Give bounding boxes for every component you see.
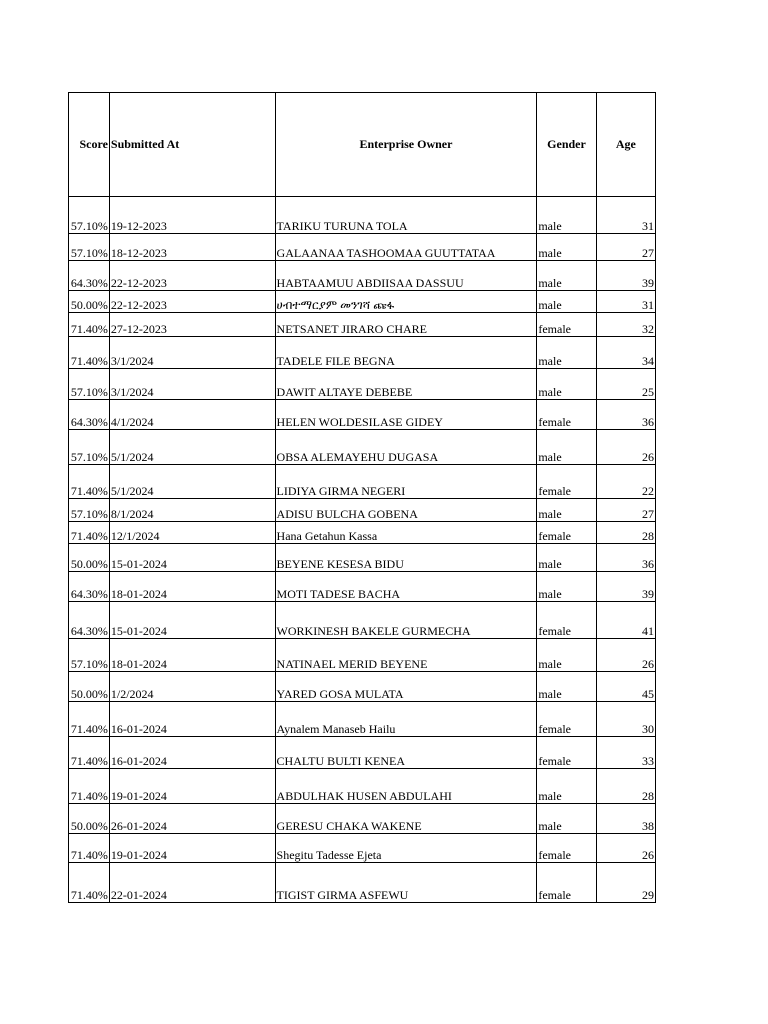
submitted-at-cell: 3/1/2024: [109, 369, 275, 400]
submitted-at-cell: 22-12-2023: [109, 261, 275, 291]
submitted-at-cell: 16-01-2024: [109, 702, 275, 737]
submitted-at-cell: 16-01-2024: [109, 737, 275, 769]
age-cell: 22: [596, 465, 655, 499]
age-cell: 39: [596, 572, 655, 602]
submitted-at-cell: 18-12-2023: [109, 234, 275, 261]
enterprise-owner-cell: Aynalem Manaseb Hailu: [275, 702, 537, 737]
submitted-at-cell: 22-12-2023: [109, 291, 275, 313]
gender-cell: female: [537, 522, 596, 544]
score-cell: 64.30%: [69, 261, 110, 291]
enterprise-owner-cell: GERESU CHAKA WAKENE: [275, 804, 537, 834]
score-cell: 71.40%: [69, 522, 110, 544]
enterprise-owner-cell: WORKINESH BAKELE GURMECHA: [275, 602, 537, 639]
enterprise-owner-cell: ABDULHAK HUSEN ABDULAHI: [275, 769, 537, 804]
submitted-at-cell: 19-01-2024: [109, 834, 275, 863]
gender-cell: male: [537, 672, 596, 702]
score-cell: 57.10%: [69, 369, 110, 400]
submitted-at-cell: 3/1/2024: [109, 337, 275, 369]
gender-cell: male: [537, 572, 596, 602]
gender-cell: male: [537, 769, 596, 804]
gender-cell: female: [537, 400, 596, 430]
gender-cell: female: [537, 602, 596, 639]
submitted-at-cell: 18-01-2024: [109, 572, 275, 602]
gender-cell: male: [537, 804, 596, 834]
age-cell: 33: [596, 737, 655, 769]
gender-cell: male: [537, 234, 596, 261]
submitted-at-cell: 15-01-2024: [109, 602, 275, 639]
table-row: [69, 291, 656, 313]
score-cell: 57.10%: [69, 499, 110, 522]
header-gender: Gender: [537, 93, 596, 197]
table-row: [69, 863, 656, 903]
gender-cell: male: [537, 369, 596, 400]
enterprise-owner-cell: ሀብተማርያም መንገሻ ጩፋ: [275, 291, 537, 313]
submitted-at-cell: 15-01-2024: [109, 544, 275, 572]
gender-cell: male: [537, 639, 596, 672]
age-cell: 26: [596, 834, 655, 863]
table-row: [69, 465, 656, 499]
score-cell: 71.40%: [69, 863, 110, 903]
table-row: [69, 572, 656, 602]
table-row: [69, 337, 656, 369]
score-cell: 50.00%: [69, 804, 110, 834]
score-cell: 71.40%: [69, 337, 110, 369]
score-cell: 57.10%: [69, 197, 110, 234]
table-header: [69, 93, 656, 197]
table-row: [69, 499, 656, 522]
score-cell: 57.10%: [69, 639, 110, 672]
enterprise-owner-cell: TARIKU TURUNA TOLA: [275, 197, 537, 234]
score-cell: 64.30%: [69, 400, 110, 430]
header-age: Age: [596, 93, 655, 197]
age-cell: 26: [596, 430, 655, 465]
enterprise-owner-cell: GALAANAA TASHOOMAA GUUTTATAA: [275, 234, 537, 261]
enterprise-owner-cell: DAWIT ALTAYE DEBEBE: [275, 369, 537, 400]
enterprise-owner-cell: NETSANET JIRARO CHARE: [275, 313, 537, 337]
submitted-at-cell: 5/1/2024: [109, 465, 275, 499]
gender-cell: female: [537, 465, 596, 499]
enterprise-owner-cell: YARED GOSA MULATA: [275, 672, 537, 702]
score-cell: 64.30%: [69, 602, 110, 639]
table-row: [69, 400, 656, 430]
header-enterprise-owner: Enterprise Owner: [275, 93, 537, 197]
enterprise-owner-cell: NATINAEL MERID BEYENE: [275, 639, 537, 672]
gender-cell: male: [537, 261, 596, 291]
submitted-at-cell: 27-12-2023: [109, 313, 275, 337]
gender-cell: male: [537, 337, 596, 369]
score-cell: 50.00%: [69, 291, 110, 313]
table-row: [69, 430, 656, 465]
table-body: [69, 197, 656, 903]
age-cell: 39: [596, 261, 655, 291]
age-cell: 27: [596, 234, 655, 261]
gender-cell: female: [537, 834, 596, 863]
gender-cell: male: [537, 499, 596, 522]
enterprise-owner-cell: Hana Getahun Kassa: [275, 522, 537, 544]
gender-cell: male: [537, 291, 596, 313]
table-row: [69, 769, 656, 804]
table-row: [69, 672, 656, 702]
score-cell: 71.40%: [69, 769, 110, 804]
table-row: [69, 522, 656, 544]
age-cell: 36: [596, 544, 655, 572]
enterprise-owner-cell: TADELE FILE BEGNA: [275, 337, 537, 369]
score-cell: 71.40%: [69, 834, 110, 863]
age-cell: 29: [596, 863, 655, 903]
score-cell: 71.40%: [69, 702, 110, 737]
gender-cell: male: [537, 544, 596, 572]
enterprise-owner-cell: ADISU BULCHA GOBENA: [275, 499, 537, 522]
submitted-at-cell: 1/2/2024: [109, 672, 275, 702]
enterprise-owner-cell: OBSA ALEMAYEHU DUGASA: [275, 430, 537, 465]
table-row: [69, 639, 656, 672]
age-cell: 36: [596, 400, 655, 430]
table-row: [69, 804, 656, 834]
header-score: Score: [69, 93, 110, 197]
gender-cell: female: [537, 737, 596, 769]
submitted-at-cell: 22-01-2024: [109, 863, 275, 903]
score-cell: 50.00%: [69, 672, 110, 702]
gender-cell: female: [537, 313, 596, 337]
table-row: [69, 834, 656, 863]
age-cell: 28: [596, 522, 655, 544]
enterprise-owner-cell: TIGIST GIRMA ASFEWU: [275, 863, 537, 903]
enterprise-owner-cell: CHALTU BULTI KENEA: [275, 737, 537, 769]
enterprise-owner-cell: HELEN WOLDESILASE GIDEY: [275, 400, 537, 430]
age-cell: 26: [596, 639, 655, 672]
header-row: [69, 93, 656, 197]
age-cell: 31: [596, 197, 655, 234]
age-cell: 28: [596, 769, 655, 804]
age-cell: 32: [596, 313, 655, 337]
age-cell: 34: [596, 337, 655, 369]
score-cell: 64.30%: [69, 572, 110, 602]
submitted-at-cell: 12/1/2024: [109, 522, 275, 544]
submitted-at-cell: 5/1/2024: [109, 430, 275, 465]
submitted-at-cell: 19-01-2024: [109, 769, 275, 804]
header-submitted-at: Submitted At: [109, 93, 275, 197]
table-row: [69, 197, 656, 234]
age-cell: 41: [596, 602, 655, 639]
submissions-table: [68, 92, 656, 903]
enterprise-owner-cell: MOTI TADESE BACHA: [275, 572, 537, 602]
table-row: [69, 602, 656, 639]
age-cell: 27: [596, 499, 655, 522]
age-cell: 30: [596, 702, 655, 737]
table-row: [69, 261, 656, 291]
age-cell: 31: [596, 291, 655, 313]
score-cell: 71.40%: [69, 313, 110, 337]
gender-cell: female: [537, 702, 596, 737]
gender-cell: male: [537, 430, 596, 465]
submitted-at-cell: 19-12-2023: [109, 197, 275, 234]
submitted-at-cell: 4/1/2024: [109, 400, 275, 430]
enterprise-owner-cell: LIDIYA GIRMA NEGERI: [275, 465, 537, 499]
age-cell: 38: [596, 804, 655, 834]
enterprise-owner-cell: BEYENE KESESA BIDU: [275, 544, 537, 572]
gender-cell: female: [537, 863, 596, 903]
gender-cell: male: [537, 197, 596, 234]
table-row: [69, 369, 656, 400]
enterprise-owner-cell: Shegitu Tadesse Ejeta: [275, 834, 537, 863]
score-cell: 71.40%: [69, 737, 110, 769]
score-cell: 57.10%: [69, 430, 110, 465]
age-cell: 45: [596, 672, 655, 702]
table-row: [69, 234, 656, 261]
table-row: [69, 737, 656, 769]
age-cell: 25: [596, 369, 655, 400]
score-cell: 71.40%: [69, 465, 110, 499]
table-row: [69, 313, 656, 337]
table-row: [69, 544, 656, 572]
submitted-at-cell: 8/1/2024: [109, 499, 275, 522]
enterprise-owner-cell: HABTAAMUU ABDIISAA DASSUU: [275, 261, 537, 291]
score-cell: 57.10%: [69, 234, 110, 261]
submitted-at-cell: 26-01-2024: [109, 804, 275, 834]
table-row: [69, 702, 656, 737]
score-cell: 50.00%: [69, 544, 110, 572]
submitted-at-cell: 18-01-2024: [109, 639, 275, 672]
